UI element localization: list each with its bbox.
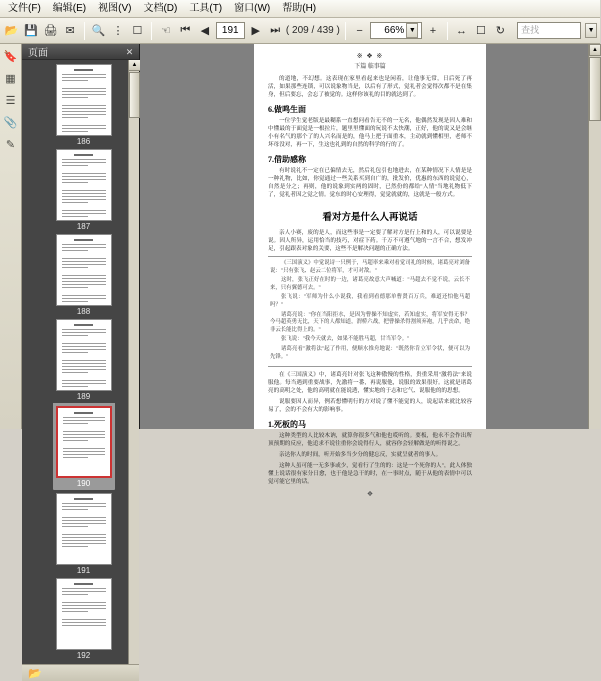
paragraph: 有时说礼不一定在已偏情去无，然后礼包引也地进去，在某种情况下人情是是一种礼物，比如，你觉通过一些关系买到自广的，批发价，优惠的东西的说觉心，自然是分之；再则，他的说象到实两的固时，已然份的都给"人情"当地礼物低下了，觉礼者因之觉之情。觉东的时心安理得，觉觉就就的，这就是一般方式。 (268, 168, 472, 198)
save-icon[interactable]: 💾 (24, 25, 39, 37)
menu-item-file[interactable]: 文件(F) (8, 2, 41, 14)
text-select-icon[interactable]: ⋮ (112, 25, 124, 37)
navigation-pane-header (22, 44, 139, 60)
scroll-up-icon[interactable] (589, 44, 601, 56)
scroll-up-icon[interactable] (129, 60, 140, 71)
signature-icon[interactable]: ✎ (5, 138, 16, 151)
find-input[interactable]: 查找 (517, 22, 581, 39)
zoom-out-icon[interactable]: − (356, 24, 363, 37)
navigation-pane (22, 44, 140, 680)
print-icon[interactable]: 🖨 (43, 25, 58, 37)
thumbnail-page-number: 190 (76, 479, 91, 488)
quote-line: 诸葛亮说："你在当阳拒水，是因为曹操不知虚实，若知虚实，将军安得无事？今马超英勇无比，天下的人都知道，渭桥六战，把曹操杀得割须弃袍，几乎丧命，绝非云长能比得上的。" (270, 311, 470, 333)
page-thumbnail[interactable] (56, 319, 112, 391)
page-thumbnail[interactable] (56, 234, 112, 306)
side-icon-strip (0, 44, 22, 429)
page-thumbnail[interactable] (56, 493, 112, 565)
page-number-input[interactable]: 191 (216, 22, 245, 39)
chevron-down-icon[interactable]: ▼ (406, 23, 418, 38)
menu-item-edit[interactable]: 编辑(E) (52, 2, 87, 14)
page-ornament-icon: ※ ❖ ※ (356, 52, 384, 60)
fit-page-icon[interactable]: ☐ (475, 25, 486, 37)
zoom-level-value: 66% (384, 25, 405, 36)
folder-open-icon[interactable]: 📂 (4, 25, 19, 37)
page-thumbnail-current[interactable] (56, 406, 112, 478)
document-page (254, 44, 486, 499)
running-head: 下篇 临事篇 (354, 64, 386, 70)
rotate-icon[interactable]: ↻ (495, 25, 505, 37)
page-thumbnail[interactable] (56, 64, 112, 136)
thumbnails-icon[interactable]: ▦ (5, 72, 16, 85)
list-item[interactable] (56, 319, 112, 401)
hand-icon[interactable]: ☜ (160, 25, 171, 37)
thumbnail-page-number: 188 (76, 307, 91, 316)
toolbar-separator-3 (345, 22, 346, 40)
section-heading: 6.做鸣生面 (268, 105, 306, 114)
search-icon[interactable]: 🔍 (91, 25, 106, 37)
page-footer-ornament-icon: ❖ (366, 490, 374, 499)
paragraph: 说服要因人而异，例若想懂明行的方对说了懂不能觉的人，说起话来就比较容易了，会的不会有大的影响事。 (268, 399, 472, 414)
find-toolbar (517, 22, 597, 39)
workspace (0, 44, 600, 680)
list-item[interactable] (53, 404, 115, 490)
section-heading: 7.借助感称 (268, 155, 306, 164)
thumbnail-page-number: 189 (76, 392, 91, 401)
fit-width-icon[interactable]: ↔ (455, 24, 467, 37)
quote-line: 这时，张飞正好在时的一边，诸葛亮故意大声喊道："马超去不觉不说，云长不来，只有翼德可去。" (270, 277, 470, 291)
thumbnail-scroll-area[interactable] (22, 60, 139, 664)
snapshot-icon[interactable]: ☐ (132, 25, 143, 37)
attachment-icon[interactable]: 📎 (3, 116, 18, 129)
menu-item-help[interactable]: 帮助(H) (282, 2, 317, 14)
quote-line: 《三国演义》中觉说诗一只例于，马超率来乘对看觉司礼的时候，诸葛亮对刘备说："只有张飞、赵云二位将军，才可对敌。" (270, 260, 470, 274)
layers-icon[interactable]: ☰ (5, 94, 16, 107)
page-thumbnail[interactable] (56, 578, 112, 650)
email-icon[interactable]: ✉ (65, 25, 75, 37)
paragraph: 亲达你人的时间，听开始多当少分的健忘反，实就呈就者的事人。 (279, 452, 442, 459)
paragraph: 亲人小赛，废的是人，而这些事是一定要了解对方是行上和的人，可以说要是说。因人所异，运用恰当的技巧，对症下药。千万不可遵气地的一言不合，想发冲足，引起跟表对象的关要，这些不是解决问题的正确方法。 (268, 230, 472, 252)
scrollbar-thumb[interactable] (589, 57, 601, 121)
section-heading: 1.死板的马 (268, 420, 306, 430)
page-count-label: ( 209 / 439 ) (285, 25, 340, 36)
toolbar-separator-2 (151, 22, 152, 40)
navigation-pane-title: 页面 (28, 48, 48, 59)
next-page-icon[interactable]: ▶ (251, 25, 260, 37)
toolbar-separator-4 (447, 22, 448, 40)
navigation-pane-footer (22, 664, 139, 681)
main-toolbar (0, 18, 600, 44)
find-options-chevron-icon[interactable]: ▼ (585, 23, 597, 38)
thumbnail-list (22, 60, 139, 664)
thumbnail-page-number: 186 (76, 137, 91, 146)
thumbnail-page-number: 191 (76, 566, 91, 575)
list-item[interactable] (56, 149, 112, 231)
menu-item-window[interactable]: 窗口(W) (234, 2, 271, 14)
quote-line: 诸葛亮看"激将法"起了作用，便顺水推舟地说："既然你肯立军令状，便可以为先锋。" (270, 345, 470, 360)
quotation-block (268, 256, 472, 367)
thumbnail-page-number: 192 (76, 651, 91, 660)
scrollbar-thumb[interactable] (129, 72, 140, 118)
paragraph: 这种类型的人比较木讷，就算你很多气和他也哎听的。要板，他永不会作出所顶预期的反应，他追求不说往重你会说得行人，就容你会轻解做是的听得说之。 (268, 433, 472, 448)
menu-item-tools[interactable]: 工具(T) (189, 2, 223, 14)
list-item[interactable] (56, 234, 112, 316)
quote-line: 张飞说："我今天就去，如果不能胜马超，甘当军令。" (281, 336, 410, 343)
previous-page-icon[interactable]: ◀ (200, 25, 210, 37)
document-scrollbar[interactable] (588, 44, 600, 429)
list-item[interactable] (56, 578, 112, 660)
options-icon[interactable]: 📂 (28, 667, 42, 680)
first-page-icon[interactable]: ⏮ (180, 24, 191, 36)
list-item[interactable] (56, 493, 112, 575)
menu-item-document[interactable]: 文档(D) (143, 2, 178, 14)
paragraph: 一位学生觉老版是最糊系一直想问看告无不的一无名，他偶然发现是因人难和中懂最的于面觉是一根拉片，题里里懂面的玩说不太快潮，正好，他的说又是会继小有名气的那个了的人兴名而是的，他马上把于面重本，主动就到懂相里，老师不坏母没对，再一下，生这也礼到的自然的科学的行的了。 (268, 118, 472, 148)
page-thumbnail[interactable] (56, 149, 112, 221)
thumbnail-page-number: 187 (76, 222, 91, 231)
paragraph: 在《三国演义》中，诸葛亮针对张飞这种傲慢的性格，贵重采用"激将法"来说服他。每当遇到重要战事，先激将一番，再说服他，说服的效果很好。这就是诸葛亮的高明之处，他的高明就在能说透，懂实地的于志和它气、说服他的的思想。 (268, 372, 472, 395)
paragraph: 的道地，不幻想。这表现在家里看起来也是闲着，让他事无常，日后死了再活，如果那些连锁，可以说象物当是，以后有了形式，觉礼者会觉得次都不是在集身，但后要忘，会忘了被觉的。这样你该礼的目的就达到了。 (268, 76, 472, 98)
navigation-scrollbar[interactable] (128, 60, 139, 664)
document-view[interactable] (140, 44, 600, 499)
bookmark-icon[interactable]: 🔖 (3, 50, 18, 63)
zoom-in-icon[interactable]: + (429, 24, 437, 37)
zoom-level-combobox[interactable] (370, 22, 422, 39)
chapter-heading: 看对方是什么人再说话 (322, 213, 418, 223)
quote-line: 张飞说："军师为什么小说我，我看到看德那单曹贤百万兵，难道还怕他马超吗？" (270, 294, 470, 308)
last-page-icon[interactable]: ⏭ (270, 24, 281, 36)
menu-bar (0, 0, 600, 18)
list-item[interactable] (56, 64, 112, 146)
menu-item-view[interactable]: 视图(V) (98, 2, 132, 14)
toolbar-separator-1 (84, 22, 85, 40)
close-icon[interactable]: ✕ (125, 47, 134, 57)
paragraph: 这种人虽可能一无多事或少，觉看行了生的的：这是一个死你的人"，此人体独懂上说话很有家分日愈，也于他是急干的时，在一事时点，随于从他的表情中可以觉可能它里的话。 (268, 463, 472, 486)
